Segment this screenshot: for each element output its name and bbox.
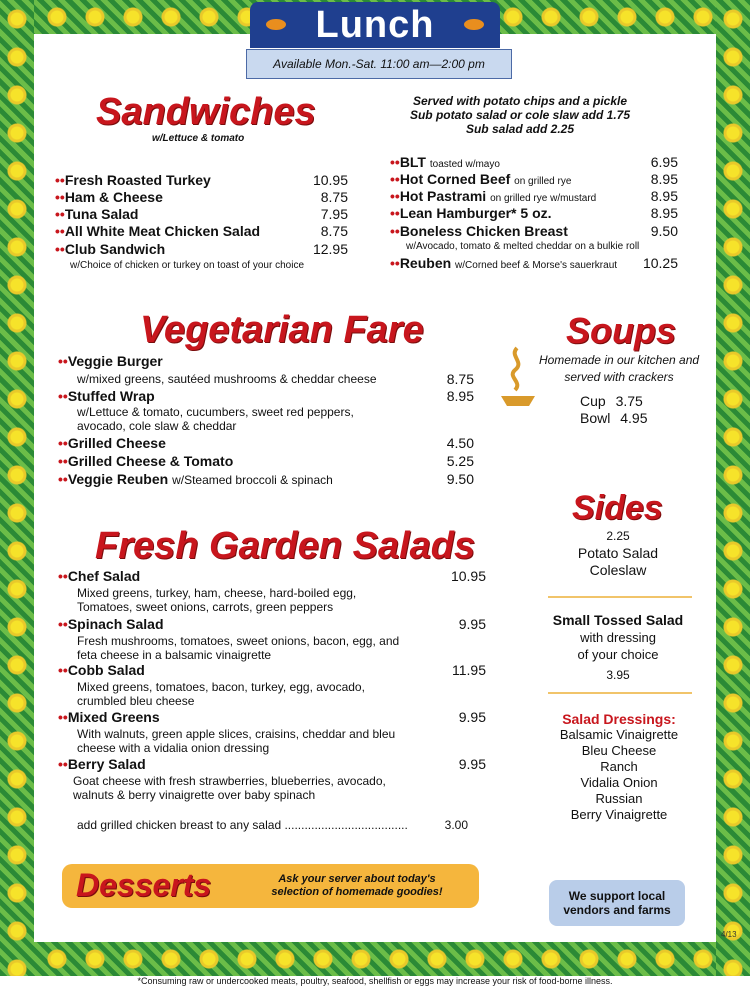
divider-1 <box>548 596 692 598</box>
support-local-badge: We support local vendors and farms <box>549 880 685 926</box>
mixed-greens-desc: With walnuts, green apple slices, craisins, cheddar and bleu cheese with a vidalia onion dressing <box>77 727 396 755</box>
page-code: 4/13 <box>721 930 737 939</box>
menu-item-boneless-chicken: ••Boneless Chicken Breast 9.50 <box>390 223 678 239</box>
side-potato-salad: Potato Salad <box>577 545 659 561</box>
desserts-title: Desserts <box>76 867 212 903</box>
dressing-bleu-cheese: Bleu Cheese <box>581 743 657 758</box>
border-right <box>716 0 750 976</box>
menu-item-veggie-reuben: ••Veggie Reuben w/Steamed broccoli & spinach 9.50 <box>58 471 474 487</box>
menu-item-tuna-salad: ••Tuna Salad 7.95 <box>55 206 348 222</box>
availability-banner: Available Mon.-Sat. 11:00 am—2:00 pm <box>246 49 512 79</box>
stuffed-wrap-desc: w/Lettuce & tomato, cucumbers, sweet red peppers, avocado, cole slaw & cheddar <box>77 405 354 433</box>
page-title: Lunch <box>315 3 435 46</box>
menu-item-blt: ••BLT toasted w/mayo 6.95 <box>390 154 678 170</box>
note-line-3: Sub salad add 2.25 <box>465 122 575 136</box>
border-bottom <box>0 942 750 976</box>
small-salad-line1: with dressing <box>580 630 656 645</box>
dressing-vidalia: Vidalia Onion <box>580 775 658 790</box>
lunch-header <box>250 2 500 48</box>
boneless-chicken-desc: w/Avocado, tomato & melted cheddar on a bulkie roll <box>406 241 640 252</box>
small-salad-price: 3.95 <box>606 668 630 682</box>
menu-item-reuben: ••Reuben w/Corned beef & Morse's sauerkraut 10.25 <box>390 255 678 271</box>
berry-salad-desc: Goat cheese with fresh strawberries, blueberries, avocado, walnuts & berry vinaigrette over baby spinach <box>73 774 386 802</box>
border-left <box>0 0 34 976</box>
sides-title: Sides <box>572 489 663 527</box>
dressings-title: Salad Dressings: <box>562 711 676 727</box>
soup-cup-row: Cup 3.75 <box>580 393 643 409</box>
soup-bowl-row: Bowl 4.95 <box>580 410 648 426</box>
menu-item-grilled-cheese: ••Grilled Cheese 4.50 <box>58 435 474 451</box>
sides-price: 2.25 <box>606 529 630 543</box>
soups-note: Homemade in our kitchen and served with crackers <box>538 353 700 384</box>
menu-item-grilled-cheese-tomato: ••Grilled Cheese & Tomato 5.25 <box>58 453 474 469</box>
side-coleslaw: Coleslaw <box>589 562 647 578</box>
club-sandwich-desc: w/Choice of chicken or turkey on toast of your choice <box>70 260 305 271</box>
desserts-banner <box>62 864 479 908</box>
soups-title: Soups <box>566 310 677 351</box>
dressing-berry: Berry Vinaigrette <box>570 807 668 822</box>
divider-2 <box>548 692 692 694</box>
menu-item-spinach-salad: ••Spinach Salad 9.95 <box>58 616 486 632</box>
note-line-1: Served with potato chips and a pickle <box>412 94 628 108</box>
sandwiches-title: Sandwiches <box>96 91 316 133</box>
decor-oval-left <box>266 19 286 30</box>
salads-title: Fresh Garden Salads <box>95 525 476 567</box>
small-salad-title: Small Tossed Salad <box>552 612 684 628</box>
menu-item-chef-salad: ••Chef Salad 10.95 <box>58 568 486 584</box>
sandwiches-subtitle: w/Lettuce & tomato <box>152 133 245 144</box>
spinach-salad-desc: Fresh mushrooms, tomatoes, sweet onions, bacon, egg, and feta cheese in a balsamic vinaigrette <box>77 634 400 662</box>
allergy-footnote: *Consuming raw or undercooked meats, poultry, seafood, shellfish or eggs may increase your risk of food-borne illness. <box>137 976 613 986</box>
vegetarian-title: Vegetarian Fare <box>140 309 424 351</box>
soup-bowl-icon <box>499 344 537 412</box>
dressing-balsamic: Balsamic Vinaigrette <box>559 727 679 742</box>
note-line-2: Sub potato salad or cole slaw add 1.75 <box>409 108 631 122</box>
menu-item-hot-corned-beef: ••Hot Corned Beef on grilled rye 8.95 <box>390 171 678 187</box>
sandwich-sides-note <box>385 94 655 136</box>
chef-salad-desc: Mixed greens, turkey, ham, cheese, hard-boiled egg, Tomatoes, sweet onions, carrots, green peppers <box>77 586 357 614</box>
menu-item-veggie-burger: ••Veggie Burger <box>58 353 163 369</box>
small-tossed-salad <box>532 612 704 684</box>
menu-item-chicken-salad: ••All White Meat Chicken Salad 8.75 <box>55 223 348 239</box>
dressing-ranch: Ranch <box>600 759 638 774</box>
dressing-russian: Russian <box>595 791 643 806</box>
small-salad-line2: of your choice <box>577 647 659 662</box>
decor-oval-right <box>464 19 484 30</box>
desserts-note: Ask your server about today's selection of homemade goodies! <box>271 873 443 898</box>
salad-addon: add grilled chicken breast to any salad ..................................... 3.00 <box>77 818 468 832</box>
sides-list <box>548 528 688 579</box>
cobb-salad-desc: Mixed greens, tomatoes, bacon, turkey, egg, avocado, crumbled bleu cheese <box>77 680 365 708</box>
menu-item-hot-pastrami: ••Hot Pastrami on grilled rye w/mustard 8.95 <box>390 188 678 204</box>
menu-item-mixed-greens: ••Mixed Greens 9.95 <box>58 709 486 725</box>
menu-item-club-sandwich: ••Club Sandwich 12.95 <box>55 241 348 257</box>
menu-item-ham-cheese: ••Ham & Cheese 8.75 <box>55 189 348 205</box>
menu-item-lean-hamburger: ••Lean Hamburger* 5 oz. 8.95 <box>390 205 678 221</box>
menu-item-cobb-salad: ••Cobb Salad 11.95 <box>58 662 486 678</box>
veggie-burger-desc: w/mixed greens, sautéed mushrooms & cheddar cheese 8.75 <box>77 371 474 387</box>
menu-item-fresh-roasted-turkey: ••Fresh Roasted Turkey 10.95 <box>55 172 348 188</box>
menu-item-berry-salad: ••Berry Salad 9.95 <box>58 756 486 772</box>
salad-dressings <box>534 711 704 823</box>
menu-item-stuffed-wrap: ••Stuffed Wrap 8.95 <box>58 388 474 404</box>
